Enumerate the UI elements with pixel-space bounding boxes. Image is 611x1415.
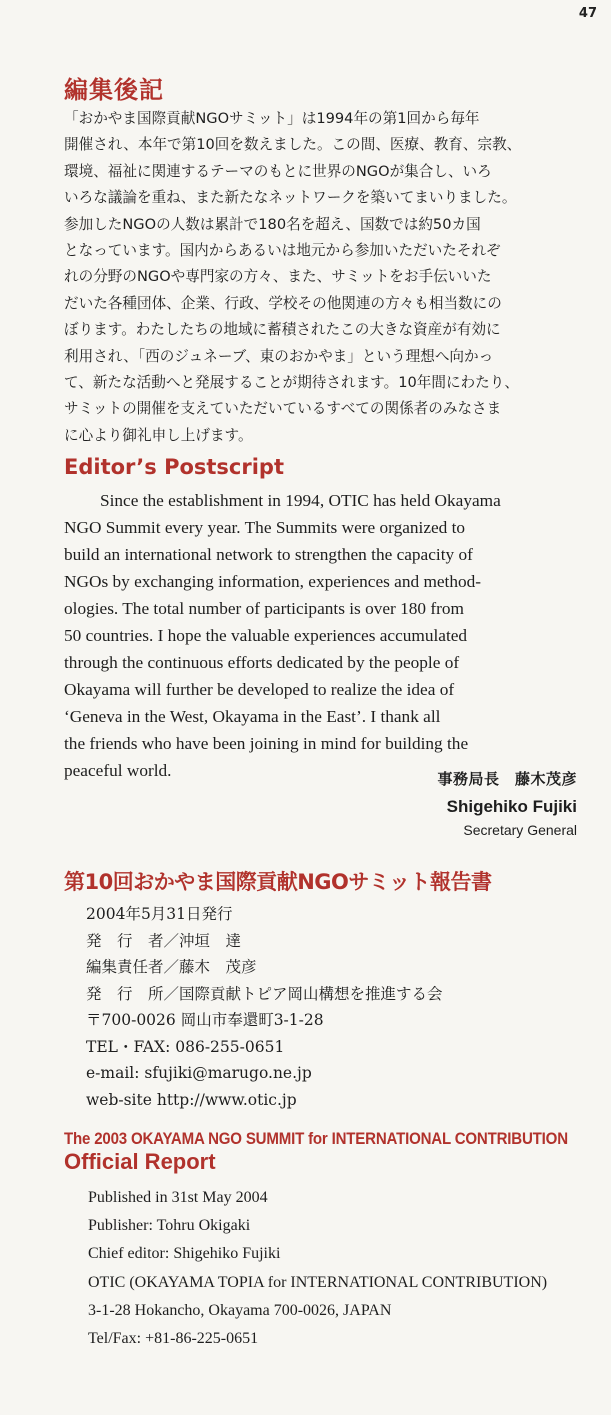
editors-postscript-line: build an international network to strengthen the capacity of	[64, 545, 473, 564]
editors-postscript-line: the friends who have been joining in mind for building the	[64, 734, 469, 753]
colophon-en-address: 3-1-28 Hokancho, Okayama 700-0026, JAPAN	[88, 1301, 392, 1319]
editors-postscript-line: 50 countries. I hope the valuable experiences accumulated	[64, 626, 468, 645]
editors-note-ja-line: て、新たな活動へと発展することが期待されます。10年間にわたり、	[64, 374, 519, 392]
editors-postscript-line: NGOs by exchanging information, experiences and method-	[64, 572, 482, 591]
signature-name: Shigehiko Fujiki	[446, 797, 577, 816]
colophon-ja-email: e-mail: sfujiki@marugo.ne.jp	[86, 1064, 312, 1082]
colophon-ja-editor: 編集責任者／藤木 茂彦	[86, 958, 257, 976]
colophon-ja-tel-fax: TEL・FAX: 086-255-0651	[86, 1037, 285, 1056]
editors-note-ja-heading: 編集後記	[64, 76, 164, 104]
colophon-ja-website: web-site http://www.otic.jp	[86, 1090, 297, 1109]
editors-note-ja-body	[64, 106, 584, 449]
colophon-en-tel-fax: Tel/Fax: +81-86-225-0651	[88, 1330, 259, 1348]
editors-note-ja-line: 利用され、「西のジュネーブ、東のおかやま」という理想へ向かっ	[64, 347, 494, 365]
editors-note-ja-line: 環境、福祉に関連するテーマのもとに世界のNGOが集合し、いろ	[64, 162, 492, 180]
report-title-en: The 2003 OKAYAMA NGO SUMMIT for INTERNATIONAL CONTRIBUTION	[64, 1130, 568, 1148]
editors-postscript-line: peaceful world.	[64, 761, 172, 780]
editors-note-ja-line: ぼります。わたしたちの地域に蓄積されたこの大きな資産が有効に	[64, 321, 501, 339]
editors-note-ja-line: となっています。国内からあるいは地元から参加いただいたそれぞ	[64, 242, 501, 260]
report-title-ja: 第10回おかやま国際貢献NGOサミット報告書	[64, 870, 492, 894]
report-subtitle-en: Official Report	[64, 1149, 216, 1174]
colophon-ja-address: 〒700-0026 岡山市奉還町3-1-28	[86, 1011, 324, 1029]
editors-postscript-line: NGO Summit every year. The Summits were organized to	[64, 518, 466, 537]
colophon-en-organization: OTIC (OKAYAMA TOPIA for INTERNATIONAL CONTRIBUTION)	[88, 1273, 548, 1291]
colophon-en-date: Published in 31st May 2004	[88, 1189, 268, 1206]
editors-postscript-heading: Editor’s Postscript	[64, 455, 284, 479]
editors-note-ja-line: れの分野のNGOや専門家の方々、また、サミットをお手伝いいた	[64, 268, 492, 286]
colophon-ja-publishing-office: 発 行 所／国際貢献トピア岡山構想を推進する会	[86, 984, 443, 1003]
editors-note-ja-line: に心より御礼申し上げます。	[64, 426, 253, 444]
editors-note-ja-line: 参加したNGOの人数は累計で180名を超え、国数では約50カ国	[64, 215, 481, 233]
editors-postscript-line: ologies. The total number of participants is over 180 from	[64, 599, 464, 618]
editors-postscript-body	[64, 487, 584, 784]
page-number: 47	[578, 6, 597, 21]
editors-note-ja-line: 「おかやま国際貢献NGOサミット」は1994年の第1回から毎年	[64, 110, 480, 127]
editors-postscript-line: Since the establishment in 1994, OTIC has held Okayama	[100, 491, 501, 510]
editors-postscript-line: ‘Geneva in the West, Okayama in the East’. I thank all	[64, 707, 441, 726]
signature-ja: 事務局長 藤木茂彦	[437, 770, 577, 788]
editors-postscript-line: Okayama will further be developed to realize the idea of	[64, 680, 455, 699]
editors-note-ja-line: いろな議論を重ね、また新たなネットワークを築いてまいりました。	[64, 189, 517, 207]
colophon-en-publisher: Publisher: Tohru Okigaki	[88, 1217, 251, 1235]
colophon-ja-publisher: 発 行 者／沖垣 達	[86, 931, 242, 950]
signature-title: Secretary General	[463, 822, 577, 838]
editors-note-ja-line: 開催され、本年で第10回を数えました。この間、医療、教育、宗教、	[64, 136, 522, 154]
colophon-en-editor: Chief editor: Shigehiko Fujiki	[88, 1245, 281, 1263]
editors-note-ja-line: サミットの開催を支えていただいているすべての関係者のみなさま	[64, 400, 502, 418]
colophon-ja-date: 2004年5月31日発行	[86, 905, 233, 923]
editors-note-ja-line: だいた各種団体、企業、行政、学校その他関連の方々も相当数にの	[64, 294, 502, 312]
colophon-en	[88, 1184, 547, 1353]
editors-postscript-line: through the continuous efforts dedicated by the people of	[64, 653, 460, 672]
colophon-ja	[86, 901, 443, 1113]
